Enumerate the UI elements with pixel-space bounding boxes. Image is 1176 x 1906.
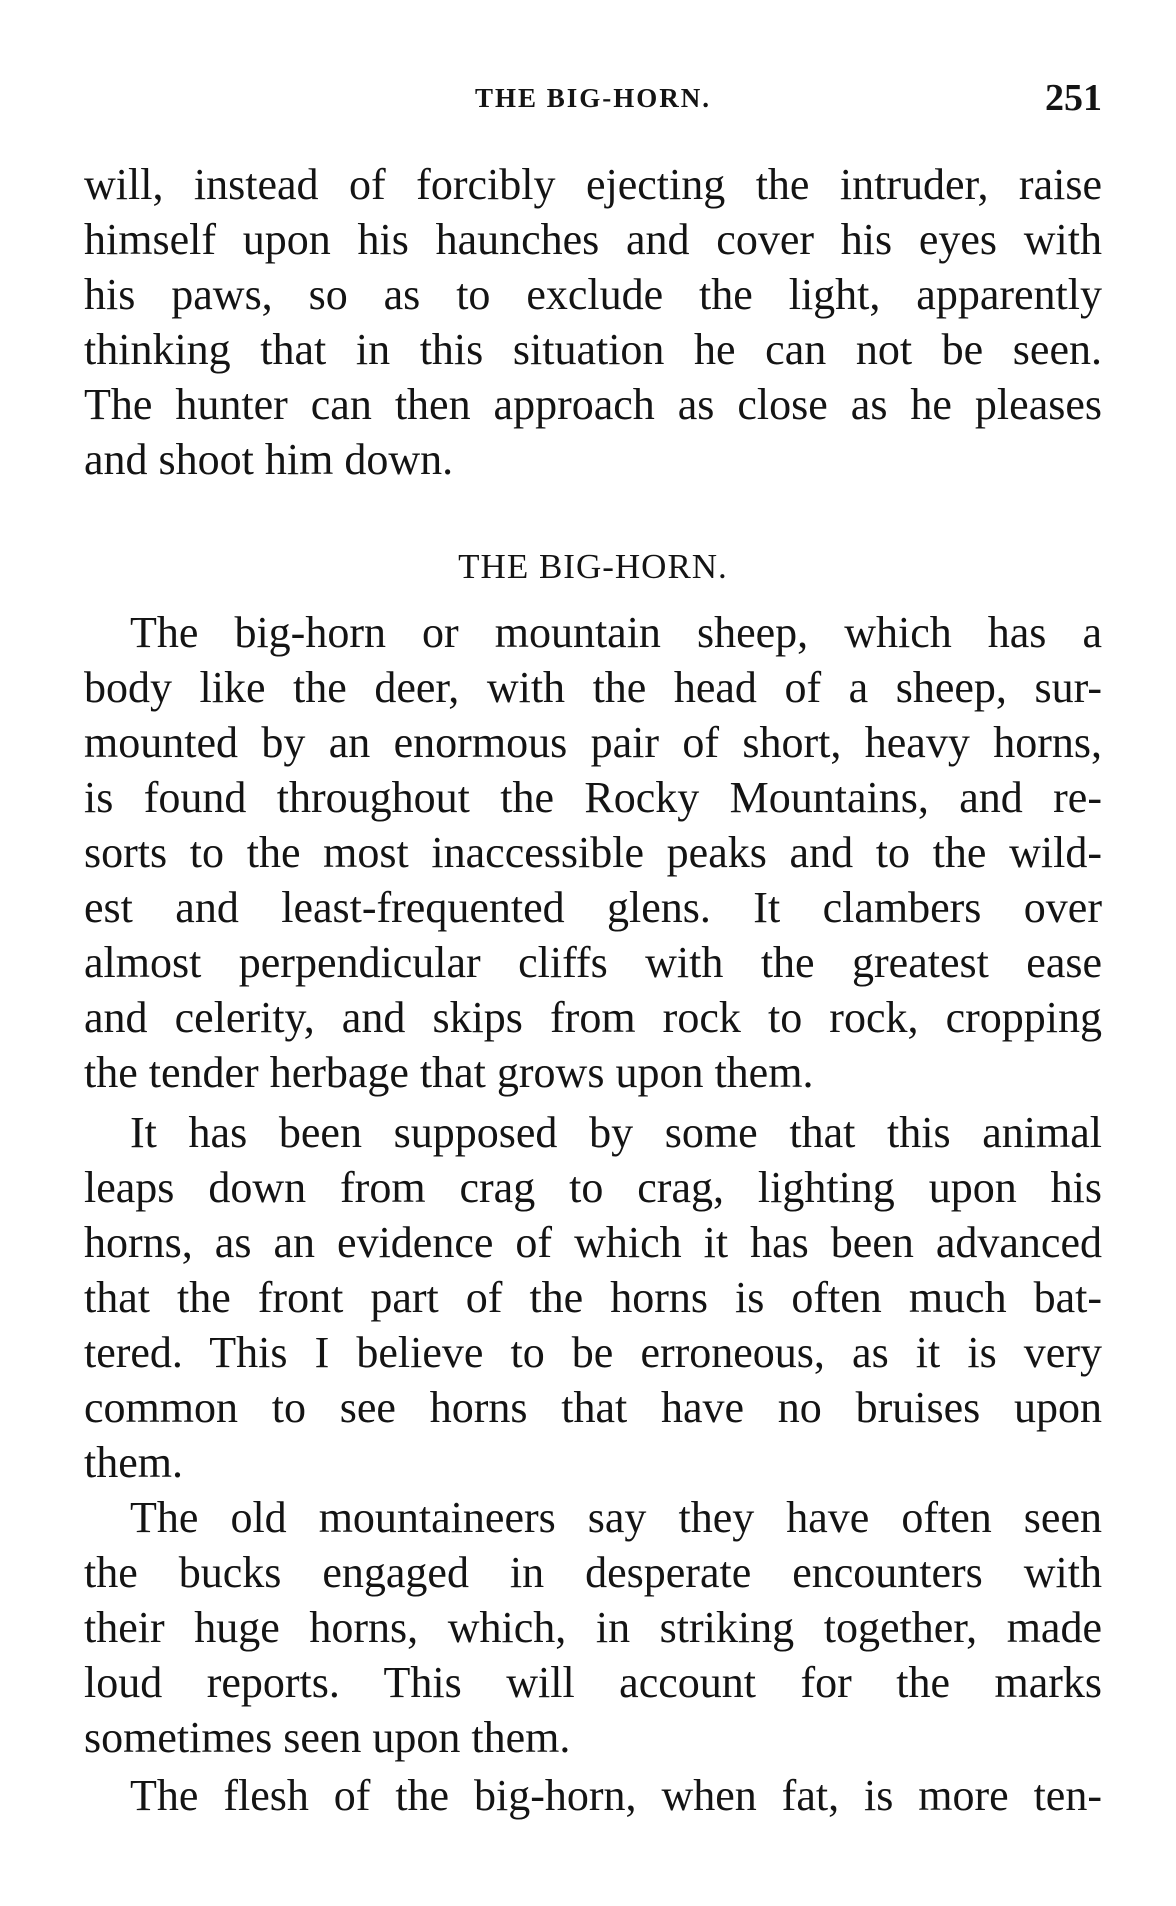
text-line: and celerity, and skips from rock to rock, cropping [84,993,1102,1042]
paragraph [84,1768,1102,1823]
section-heading: THE BIG-HORN. [458,547,728,586]
text-line: them. [84,1438,183,1487]
text-line: tered. This I believe to be erroneous, as it is very [84,1328,1102,1377]
text-line: leaps down from crag to crag, lighting upon his [84,1163,1102,1212]
text-line: is found throughout the Rocky Mountains, and re- [84,773,1102,822]
running-title: THE BIG-HORN. [474,83,712,113]
text-line: The flesh of the big-horn, when fat, is more ten- [130,1771,1102,1820]
text-line: body like the deer, with the head of a sheep, sur- [84,663,1102,712]
text-line: The old mountaineers say they have often seen [130,1493,1102,1542]
text-line: almost perpendicular cliffs with the greatest ease [84,938,1102,987]
paragraph-continuation [84,157,1102,487]
text-line: their huge horns, which, in striking together, made [84,1603,1102,1652]
paragraph [84,1105,1102,1490]
text-line: his paws, so as to exclude the light, apparently [84,270,1102,319]
text-line: that the front part of the horns is often much bat- [84,1273,1102,1322]
text-line: common to see horns that have no bruises upon [84,1383,1102,1432]
text-line: the tender herbage that grows upon them. [84,1048,814,1097]
text-line: himself upon his haunches and cover his eyes with [84,215,1102,264]
text-line: The big-horn or mountain sheep, which has a [130,608,1102,657]
running-head [84,76,1102,120]
text-line: It has been supposed by some that this animal [130,1108,1102,1157]
text-line: The hunter can then approach as close as he pleases [84,380,1102,429]
text-line: the bucks engaged in desperate encounters with [84,1548,1102,1597]
text-line: horns, as an evidence of which it has been advanced [84,1218,1102,1267]
text-line: and shoot him down. [84,435,454,484]
paragraph [84,1490,1102,1765]
text-line: will, instead of forcibly ejecting the intruder, raise [84,160,1102,209]
text-line: mounted by an enormous pair of short, heavy horns, [84,718,1102,767]
text-line: thinking that in this situation he can not be seen. [84,325,1102,374]
text-line: sometimes seen upon them. [84,1713,571,1762]
page-number: 251 [1045,77,1102,119]
text-line: est and least-frequented glens. It clambers over [84,883,1102,932]
text-line: sorts to the most inaccessible peaks and to the wild- [84,828,1102,877]
text-line: loud reports. This will account for the marks [84,1658,1102,1707]
paragraph [84,605,1102,1100]
